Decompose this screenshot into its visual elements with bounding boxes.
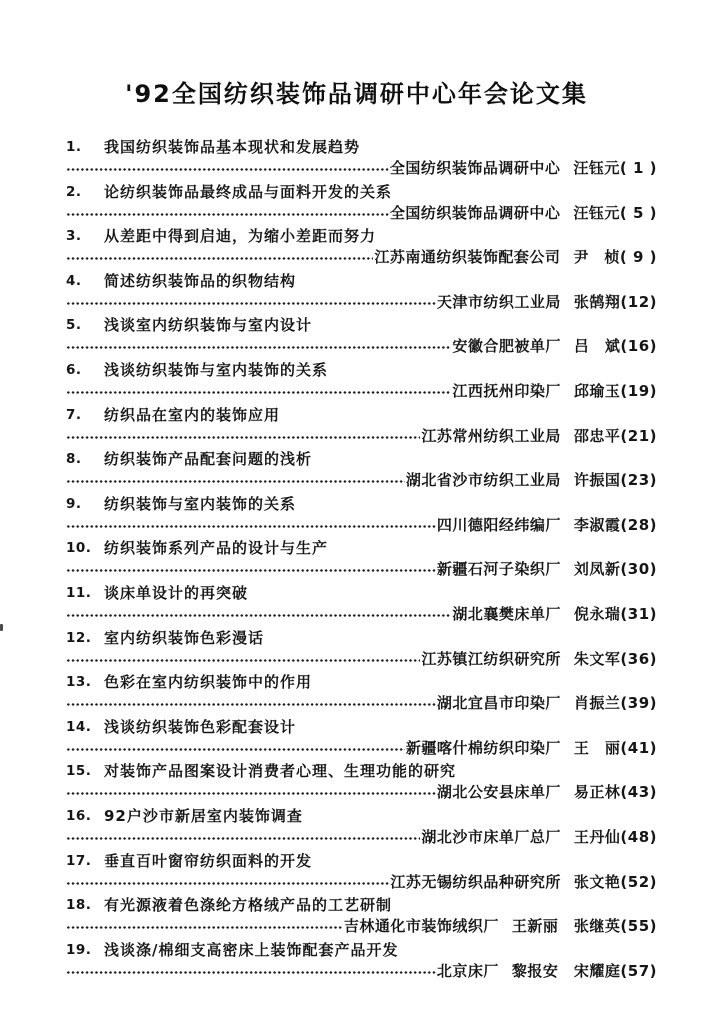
- dotted-leader: [66, 827, 420, 848]
- toc-entry: [66, 895, 657, 937]
- toc-entry-title-row: [66, 226, 657, 247]
- toc-entry: [66, 271, 657, 313]
- entry-title: 浅谈纺织装饰与室内装饰的关系: [104, 360, 329, 379]
- toc-entry-leader-row: [66, 203, 657, 224]
- toc-entry: [66, 449, 657, 491]
- entry-number: 18.: [66, 897, 92, 914]
- dotted-leader: [66, 649, 420, 670]
- entry-number: 1.: [66, 139, 82, 155]
- dotted-leader: [66, 426, 420, 447]
- toc-entry-title-row: [66, 137, 657, 158]
- entry-number: 6.: [66, 361, 82, 378]
- entry-number: 19.: [66, 941, 92, 958]
- toc-entry-title-row: [66, 449, 657, 470]
- toc-entry: [66, 494, 657, 536]
- entry-number: 11.: [66, 584, 92, 601]
- entry-title: 简述纺织装饰品的织物结构: [104, 271, 297, 290]
- toc-entry: [66, 761, 657, 803]
- entry-title: 色彩在室内纺织装饰中的作用: [104, 673, 313, 692]
- toc-entry: [66, 226, 657, 268]
- toc-entry-leader-row: [66, 336, 657, 357]
- entry-title: 有光源液着色涤纶方格绒产品的工艺研制: [104, 896, 393, 915]
- entry-title: 谈床单设计的再突破: [104, 583, 249, 602]
- entry-authors: 张文艳: [573, 872, 621, 891]
- entry-authors: 汪钰元: [573, 203, 620, 222]
- toc-entry-title-row: [66, 672, 657, 693]
- entry-authors: 易正林: [573, 783, 621, 802]
- toc-entry-leader-row: [66, 827, 657, 848]
- entry-page-number: (23): [620, 471, 657, 490]
- toc-entry-leader-row: [66, 961, 657, 982]
- entry-authors: 汪钰元: [573, 159, 620, 177]
- toc-entry-leader-row: [66, 247, 657, 268]
- entry-page-number: (28): [620, 515, 657, 534]
- toc-entry-title-row: [66, 761, 657, 782]
- entry-organization: 湖北公安县床单厂: [436, 783, 561, 802]
- entry-number: 3.: [66, 228, 82, 245]
- toc-entry-leader-row: [66, 872, 657, 893]
- toc-list: [66, 137, 657, 982]
- dotted-leader: [66, 292, 436, 313]
- toc-entry: [66, 405, 657, 447]
- entry-number: 4.: [66, 272, 82, 289]
- toc-entry: [66, 628, 657, 670]
- entry-number: 7.: [66, 406, 82, 423]
- entry-title: 浅谈室内纺织装饰与室内设计: [104, 316, 313, 335]
- toc-entry: [66, 717, 657, 759]
- entry-title: 纺织品在室内的装饰应用: [104, 405, 281, 424]
- dotted-leader: [66, 738, 405, 759]
- toc-entry-leader-row: [66, 604, 657, 625]
- entry-page-number: (55): [620, 917, 657, 936]
- dotted-leader: [66, 872, 389, 893]
- toc-entry-leader-row: [66, 559, 657, 580]
- entry-authors: 张鹄翔: [573, 292, 621, 311]
- entry-page-number: (19): [620, 381, 657, 400]
- entry-number: 17.: [66, 852, 92, 869]
- toc-entry: [66, 360, 657, 402]
- toc-entry-leader-row: [66, 158, 657, 179]
- entry-authors: 李淑霞: [573, 515, 621, 534]
- dotted-leader: [66, 336, 451, 357]
- toc-entry-title-row: [66, 494, 657, 515]
- dotted-leader: [66, 693, 436, 714]
- entry-organization: 天津市纺织工业局: [436, 292, 561, 311]
- toc-entry-title-row: [66, 806, 657, 827]
- dotted-leader: [66, 470, 405, 491]
- dotted-leader: [66, 559, 436, 580]
- entry-organization: 湖北沙市床单厂总厂: [421, 827, 561, 846]
- entry-title: 浅谈纺织装饰色彩配套设计: [104, 717, 297, 736]
- entry-page-number: (48): [620, 827, 657, 846]
- entry-title: 室内纺织装饰色彩漫话: [104, 628, 265, 647]
- toc-entry-title-row: [66, 851, 657, 872]
- entry-page-number: (30): [620, 560, 657, 579]
- entry-page-number: (43): [620, 783, 657, 802]
- entry-page-number: (12): [620, 292, 657, 311]
- toc-entry-leader-row: [66, 649, 657, 670]
- toc-entry-leader-row: [66, 470, 657, 491]
- dotted-leader: [66, 158, 389, 179]
- toc-entry: [66, 315, 657, 357]
- entry-organization: 吉林通化市装饰绒织厂: [343, 917, 499, 936]
- entry-organization: 北京床厂: [436, 961, 499, 980]
- dotted-leader: [66, 515, 436, 536]
- entry-organization: 江苏镇江纺织研究所: [421, 649, 561, 668]
- toc-entry-leader-row: [66, 292, 657, 313]
- entry-title: 纺织装饰系列产品的设计与生产: [104, 539, 329, 558]
- dotted-leader: [66, 916, 343, 937]
- entry-authors: 许振国: [573, 471, 621, 490]
- entry-number: 5.: [66, 317, 82, 334]
- entry-number: 13.: [66, 674, 92, 691]
- toc-entry-title-row: [66, 628, 657, 649]
- entry-title: 我国纺织装饰品基本现状和发展趋势: [104, 138, 361, 156]
- dotted-leader: [66, 961, 436, 982]
- entry-title: 纺织装饰产品配套问题的浅析: [104, 450, 313, 469]
- entry-authors: 邵忠平: [573, 426, 621, 445]
- entry-page-number: (57): [620, 961, 657, 980]
- dotted-leader: [66, 247, 373, 268]
- entry-organization: 新疆喀什棉纺织印染厂: [405, 738, 561, 757]
- entry-authors: 王丹仙: [573, 827, 621, 846]
- entry-page-number: (41): [620, 738, 657, 757]
- entry-title: 对装饰产品图案设计消费者心理、生理功能的研究: [104, 762, 457, 781]
- toc-entry-title-row: [66, 895, 657, 916]
- toc-entry: [66, 672, 657, 714]
- entry-title: 浅谈涤/棉细支高密床上装饰配套产品开发: [104, 940, 399, 959]
- entry-authors: 邱瑜玉: [573, 381, 621, 400]
- toc-entry-leader-row: [66, 381, 657, 402]
- toc-entry: [66, 538, 657, 580]
- toc-entry-leader-row: [66, 782, 657, 803]
- entry-authors: 王新丽 张继英: [511, 917, 621, 936]
- entry-page-number: (39): [620, 694, 657, 713]
- entry-title: 垂直百叶窗帘纺织面料的开发: [104, 851, 313, 870]
- entry-title: 论纺织装饰品最终成品与面料开发的关系: [104, 182, 393, 201]
- toc-entry-title-row: [66, 717, 657, 738]
- toc-entry-title-row: [66, 360, 657, 381]
- entry-organization: 安徽合肥被单厂: [452, 337, 561, 356]
- entry-organization: 新疆石河子染织厂: [436, 560, 561, 579]
- entry-organization: 全国纺织装饰品调研中心: [389, 203, 561, 222]
- toc-entry-title-row: [66, 271, 657, 292]
- toc-entry-title-row: [66, 315, 657, 336]
- entry-organization: 四川德阳经纬编厂: [436, 515, 561, 534]
- entry-authors: 尹 桢: [573, 248, 620, 267]
- entry-page-number: (36): [620, 649, 657, 668]
- entry-organization: 全国纺织装饰品调研中心: [389, 159, 561, 177]
- toc-entry: [66, 940, 657, 982]
- toc-entry-title-row: [66, 940, 657, 961]
- dotted-leader: [66, 604, 451, 625]
- entry-organization: 湖北省沙市纺织工业局: [405, 471, 561, 490]
- scan-artifact: [0, 624, 3, 631]
- entry-number: 2.: [66, 183, 82, 200]
- entry-organization: 湖北宜昌市印染厂: [436, 694, 561, 713]
- toc-entry-leader-row: [66, 916, 657, 937]
- entry-authors: 肖振兰: [573, 694, 621, 713]
- entry-page-number: (31): [620, 604, 657, 623]
- entry-authors: 王 丽: [573, 738, 621, 757]
- entry-title: 纺织装饰与室内装饰的关系: [104, 494, 297, 513]
- entry-organization: 江苏无锡纺织品种研究所: [390, 872, 561, 891]
- toc-entry-title-row: [66, 405, 657, 426]
- toc-entry: [66, 583, 657, 625]
- toc-entry-leader-row: [66, 693, 657, 714]
- entry-number: 9.: [66, 495, 82, 512]
- entry-organization: 江苏常州纺织工业局: [421, 426, 561, 445]
- dotted-leader: [66, 203, 389, 224]
- entry-page-number: (21): [620, 426, 657, 445]
- entry-title: 92户沙市新居室内装饰调查: [104, 806, 303, 825]
- entry-number: 10.: [66, 540, 92, 557]
- entry-number: 8.: [66, 451, 82, 468]
- entry-page-number: (52): [620, 872, 657, 891]
- toc-entry: [66, 137, 657, 179]
- toc-entry-title-row: [66, 182, 657, 203]
- toc-entry-title-row: [66, 538, 657, 559]
- entry-organization: 湖北襄樊床单厂: [452, 604, 561, 623]
- entry-number: 12.: [66, 629, 92, 646]
- entry-number: 16.: [66, 807, 92, 824]
- toc-entry-leader-row: [66, 738, 657, 759]
- entry-page-number: ( 9 ): [619, 248, 657, 267]
- entry-authors: 朱文军: [573, 649, 621, 668]
- entry-organization: 江苏南通纺织装饰配套公司: [374, 248, 561, 267]
- entry-number: 14.: [66, 718, 92, 735]
- entry-title: 从差距中得到启迪，为缩小差距而努力: [104, 227, 377, 246]
- entry-authors: 黎报安 宋耀庭: [511, 961, 621, 980]
- entry-number: 15.: [66, 763, 92, 780]
- entry-page-number: ( 1 ): [619, 159, 657, 177]
- toc-entry: [66, 851, 657, 893]
- page-title: '92全国纺织装饰品调研中心年会论文集: [125, 80, 588, 108]
- dotted-leader: [66, 381, 451, 402]
- toc-entry-leader-row: [66, 426, 657, 447]
- toc-entry-leader-row: [66, 515, 657, 536]
- dotted-leader: [66, 782, 436, 803]
- toc-entry-title-row: [66, 583, 657, 604]
- entry-organization: 江西抚州印染厂: [452, 381, 561, 400]
- entry-authors: 倪永瑞: [573, 604, 621, 623]
- entry-authors: 吕 斌: [573, 337, 621, 356]
- entry-page-number: ( 5 ): [619, 203, 657, 222]
- toc-entry: [66, 806, 657, 848]
- entry-page-number: (16): [620, 337, 657, 356]
- entry-authors: 刘凤新: [573, 560, 621, 579]
- toc-entry: [66, 182, 657, 224]
